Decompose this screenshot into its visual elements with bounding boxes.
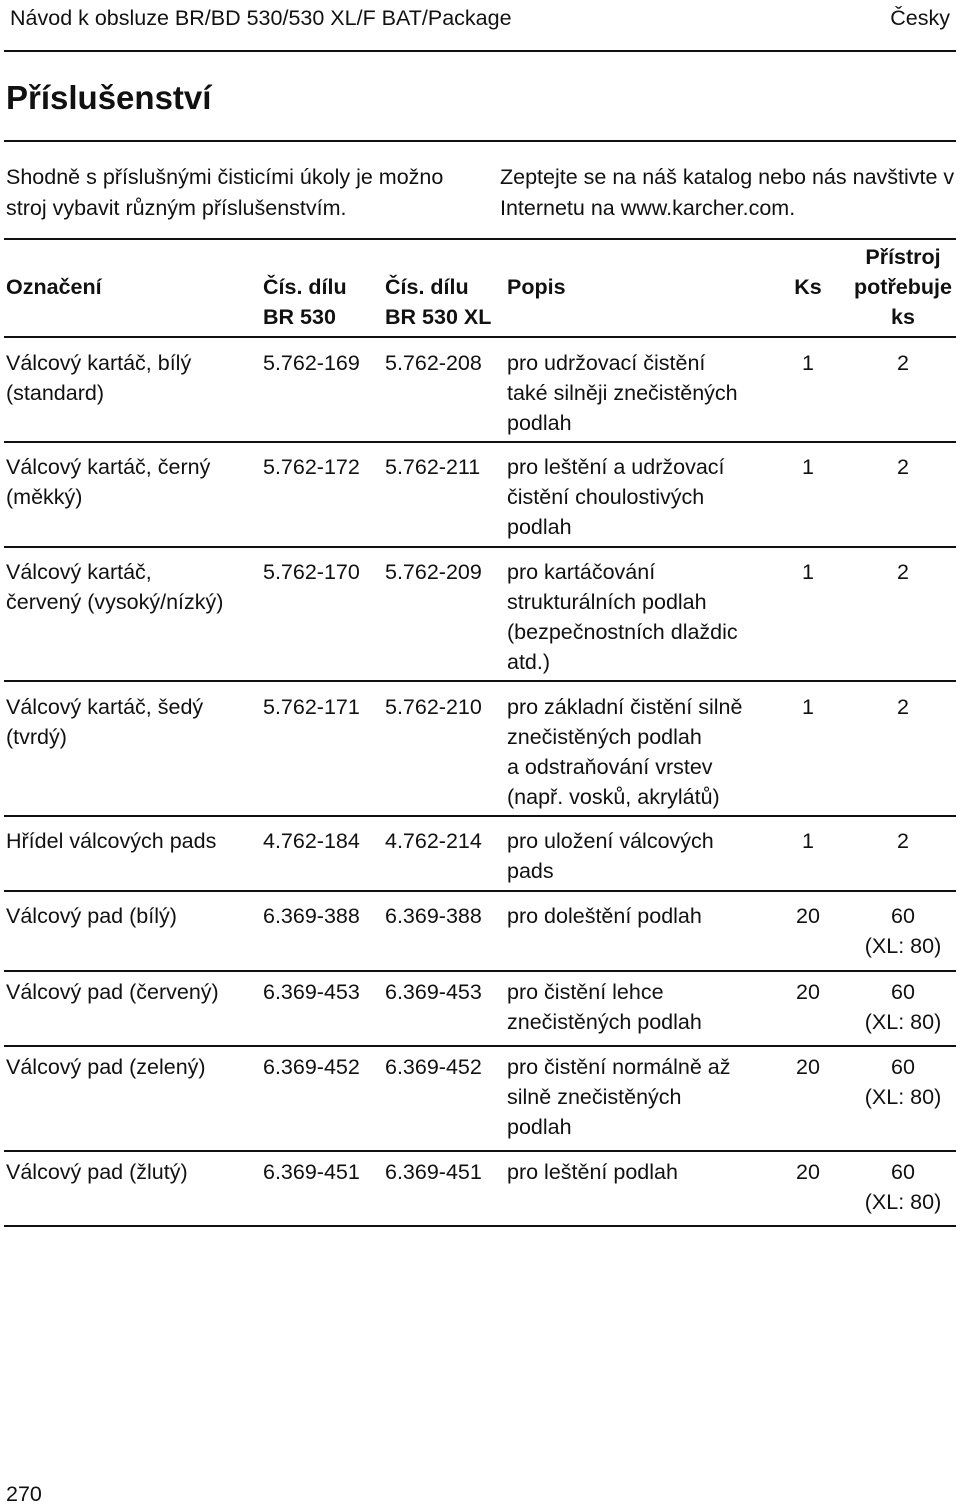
cell-part-br530: 6.369-451 [263,1160,360,1184]
cell-part-br530: 6.369-452 [263,1055,360,1079]
page-number: 270 [6,1482,42,1506]
cell-part-br530xl: 6.369-452 [385,1055,482,1079]
header-device-needs: Přístroj potřebuje ks [854,245,952,329]
cell-part-br530: 5.762-171 [263,695,360,719]
cell-description: pro čistění lehce znečistěných podlah [507,980,702,1034]
cell-description: pro udržovací čistění také silněji znečistěných podlah [507,351,738,435]
row-divider [4,546,956,548]
cell-name: Válcový kartáč, bílý (standard) [6,351,192,405]
cell-name: Válcový kartáč, červený (vysoký/nízký) [6,560,224,614]
cell-description: pro základní čistění silně znečistěných podlah a odstraňování vrstev (např. vosků, akrylátů) [507,695,743,809]
cell-name: Válcový kartáč, černý (měkký) [6,455,211,509]
row-divider [4,970,956,972]
row-divider [4,336,956,338]
cell-part-br530xl: 5.762-209 [385,560,482,584]
page-header [4,0,956,52]
cell-name: Válcový pad (červený) [6,980,219,1004]
manual-title: Návod k obsluze BR/BD 530/530 XL/F BAT/Package [10,6,512,30]
row-divider [4,441,956,443]
cell-device-needs: 2 [897,560,909,584]
table-top-divider [4,238,956,240]
cell-name: Válcový pad (žlutý) [6,1160,188,1184]
cell-part-br530: 6.369-388 [263,904,360,928]
section-divider [4,140,956,142]
cell-part-br530: 6.369-453 [263,980,360,1004]
cell-part-br530: 5.762-169 [263,351,360,375]
cell-part-br530: 5.762-172 [263,455,360,479]
cell-qty: 20 [796,980,820,1004]
cell-qty: 20 [796,1160,820,1184]
cell-description: pro uložení válcových pads [507,829,714,883]
cell-name: Hřídel válcových pads [6,829,217,853]
row-divider [4,1045,956,1047]
header-part-br530xl: Čís. dílu BR 530 XL [385,275,492,329]
cell-part-br530xl: 6.369-388 [385,904,482,928]
cell-qty: 20 [796,904,820,928]
cell-description: pro čistění normálně až silně znečistěných podlah [507,1055,731,1139]
row-divider [4,680,956,682]
cell-part-br530: 4.762-184 [263,829,360,853]
cell-qty: 1 [802,829,814,853]
cell-description: pro leštění a udržovací čistění choulostivých podlah [507,455,725,539]
row-divider [4,890,956,892]
language-label: Česky [890,6,950,30]
cell-qty: 1 [802,695,814,719]
header-name: Označení [6,275,102,299]
cell-qty: 1 [802,351,814,375]
cell-part-br530xl: 5.762-208 [385,351,482,375]
cell-description: pro kartáčování strukturálních podlah (bezpečnostních dlaždic atd.) [507,560,738,674]
intro-text-left: Shodně s příslušnými čisticími úkoly je možno stroj vybavit různým příslušenstvím. [6,165,444,220]
cell-device-needs: 60 (XL: 80) [864,904,942,958]
cell-device-needs: 60 (XL: 80) [864,1160,942,1214]
section-title: Příslušenství [6,79,212,116]
cell-device-needs: 2 [897,455,909,479]
cell-qty: 1 [802,455,814,479]
table-bottom-divider [4,1225,956,1227]
cell-device-needs: 2 [897,351,909,375]
cell-name: Válcový pad (zelený) [6,1055,206,1079]
cell-device-needs: 2 [897,695,909,719]
cell-qty: 20 [796,1055,820,1079]
cell-device-needs: 2 [897,829,909,853]
header-qty: Ks [794,275,822,299]
cell-description: pro doleštění podlah [507,904,702,928]
cell-device-needs: 60 (XL: 80) [864,1055,942,1109]
cell-description: pro leštění podlah [507,1160,678,1184]
cell-name: Válcový kartáč, šedý (tvrdý) [6,695,204,749]
header-description: Popis [507,275,566,299]
cell-device-needs: 60 (XL: 80) [864,980,942,1034]
row-divider [4,1150,956,1152]
cell-part-br530xl: 5.762-211 [385,455,481,479]
cell-part-br530xl: 6.369-453 [385,980,482,1004]
row-divider [4,815,956,817]
cell-part-br530xl: 6.369-451 [385,1160,482,1184]
cell-part-br530xl: 4.762-214 [385,829,482,853]
cell-part-br530: 5.762-170 [263,560,360,584]
intro-text-right: Zeptejte se na náš katalog nebo nás navštivte v Internetu na www.karcher.com. [500,165,955,220]
cell-qty: 1 [802,560,814,584]
cell-name: Válcový pad (bílý) [6,904,177,928]
cell-part-br530xl: 5.762-210 [385,695,482,719]
header-part-br530: Čís. dílu BR 530 [263,275,347,329]
